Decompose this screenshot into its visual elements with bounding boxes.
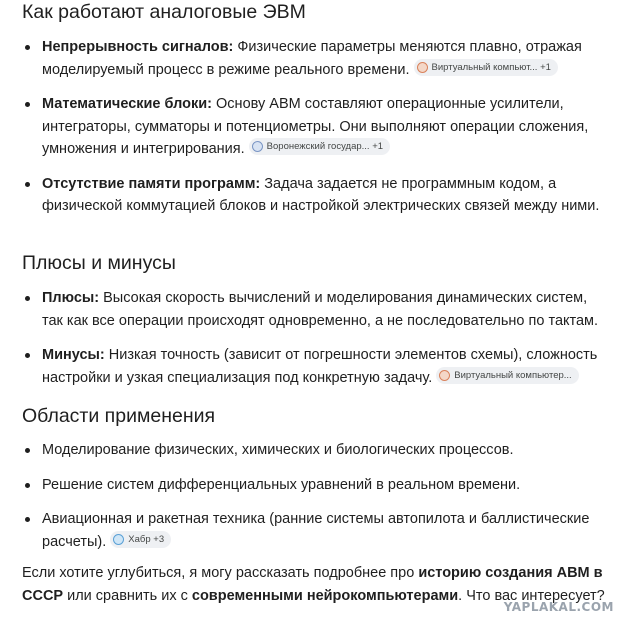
- bullet-icon: [25, 517, 30, 522]
- closing-text: Если хотите углубиться, я могу рассказать подробнее про: [22, 565, 419, 581]
- item-text: Задача задается не программным кодом, а физической коммутацией блоков и настройкой электрических связей между ними.: [42, 175, 600, 214]
- source-favicon-icon: [252, 141, 263, 152]
- closing-emphasis: современными нейрокомпьютерами: [191, 587, 459, 604]
- item-text: Низкая точность (зависит от погрешности элементов схемы), сложность настройки и узкая специализация под конкретную задачу.: [42, 347, 598, 386]
- list-item: [22, 344, 612, 389]
- pros-cons-list: [22, 287, 612, 389]
- closing-text: . Что вас интересует?: [458, 587, 605, 604]
- bullet-icon: [25, 448, 30, 453]
- source-favicon-icon: [417, 62, 428, 73]
- list-item: [22, 36, 612, 81]
- bullet-icon: [25, 296, 30, 301]
- item-term: Минусы:: [42, 347, 105, 363]
- list-item: [22, 287, 612, 332]
- site-watermark: YAPLAKAL.COM: [503, 600, 614, 614]
- source-chip-label: Хабр +3: [128, 533, 165, 545]
- section-title-areas: Области применения: [22, 405, 216, 427]
- section-title-pros-cons: Плюсы и минусы: [22, 252, 176, 274]
- item-term: Математические блоки:: [42, 96, 212, 112]
- item-text: Физические параметры меняются плавно, отражая моделируемый процесс в режиме реального времени.: [42, 39, 582, 78]
- source-chip[interactable]: [249, 138, 390, 155]
- bullet-icon: [25, 182, 30, 187]
- item-term: Непрерывность сигналов:: [42, 39, 234, 55]
- list-item: [22, 93, 612, 161]
- source-chip[interactable]: [436, 367, 578, 384]
- list-item: [22, 439, 612, 462]
- list-item: [22, 508, 612, 553]
- bullet-icon: [25, 102, 30, 107]
- item-text: Решение систем дифференциальных уравнений в реальном времени.: [42, 476, 521, 493]
- source-chip[interactable]: [414, 59, 558, 76]
- bullet-icon: [25, 353, 30, 358]
- source-chip-label: Воронежский государ... +1: [266, 141, 384, 152]
- areas-list: [22, 439, 612, 553]
- bullet-icon: [25, 45, 30, 50]
- list-item: [22, 173, 612, 218]
- item-text: Высокая скорость вычислений и моделирования динамических систем, так как все операции происходят одновременно, а не последовательно по тактам.: [42, 290, 599, 329]
- source-favicon-icon: [439, 370, 450, 381]
- item-text: Авиационная и ракетная техника (ранние системы автопилота и баллистические расчеты).: [42, 511, 590, 550]
- how-list: [22, 36, 612, 218]
- bullet-icon: [25, 483, 30, 488]
- closing-emphasis: историю создания АВМ в СССР: [22, 565, 603, 604]
- source-favicon-icon: [113, 534, 124, 545]
- source-chip-label: Виртуальный компьютер...: [454, 369, 572, 381]
- item-text: Основу АВМ составляют операционные усилители, интеграторы, сумматоры и потенциометры. Они выполняют операции сложения, умножения и интегрирования.: [42, 96, 589, 157]
- item-term: Отсутствие памяти программ:: [42, 175, 261, 192]
- list-item: [22, 474, 612, 497]
- source-chip[interactable]: [110, 531, 171, 548]
- source-chip-label: Виртуальный компьют... +1: [431, 61, 551, 73]
- section-title-how: Как работают аналоговые ЭВМ: [22, 1, 306, 23]
- closing-text: или сравнить их с: [63, 587, 192, 604]
- item-term: Плюсы:: [42, 290, 100, 306]
- item-text: Моделирование физических, химических и биологических процессов.: [42, 442, 514, 458]
